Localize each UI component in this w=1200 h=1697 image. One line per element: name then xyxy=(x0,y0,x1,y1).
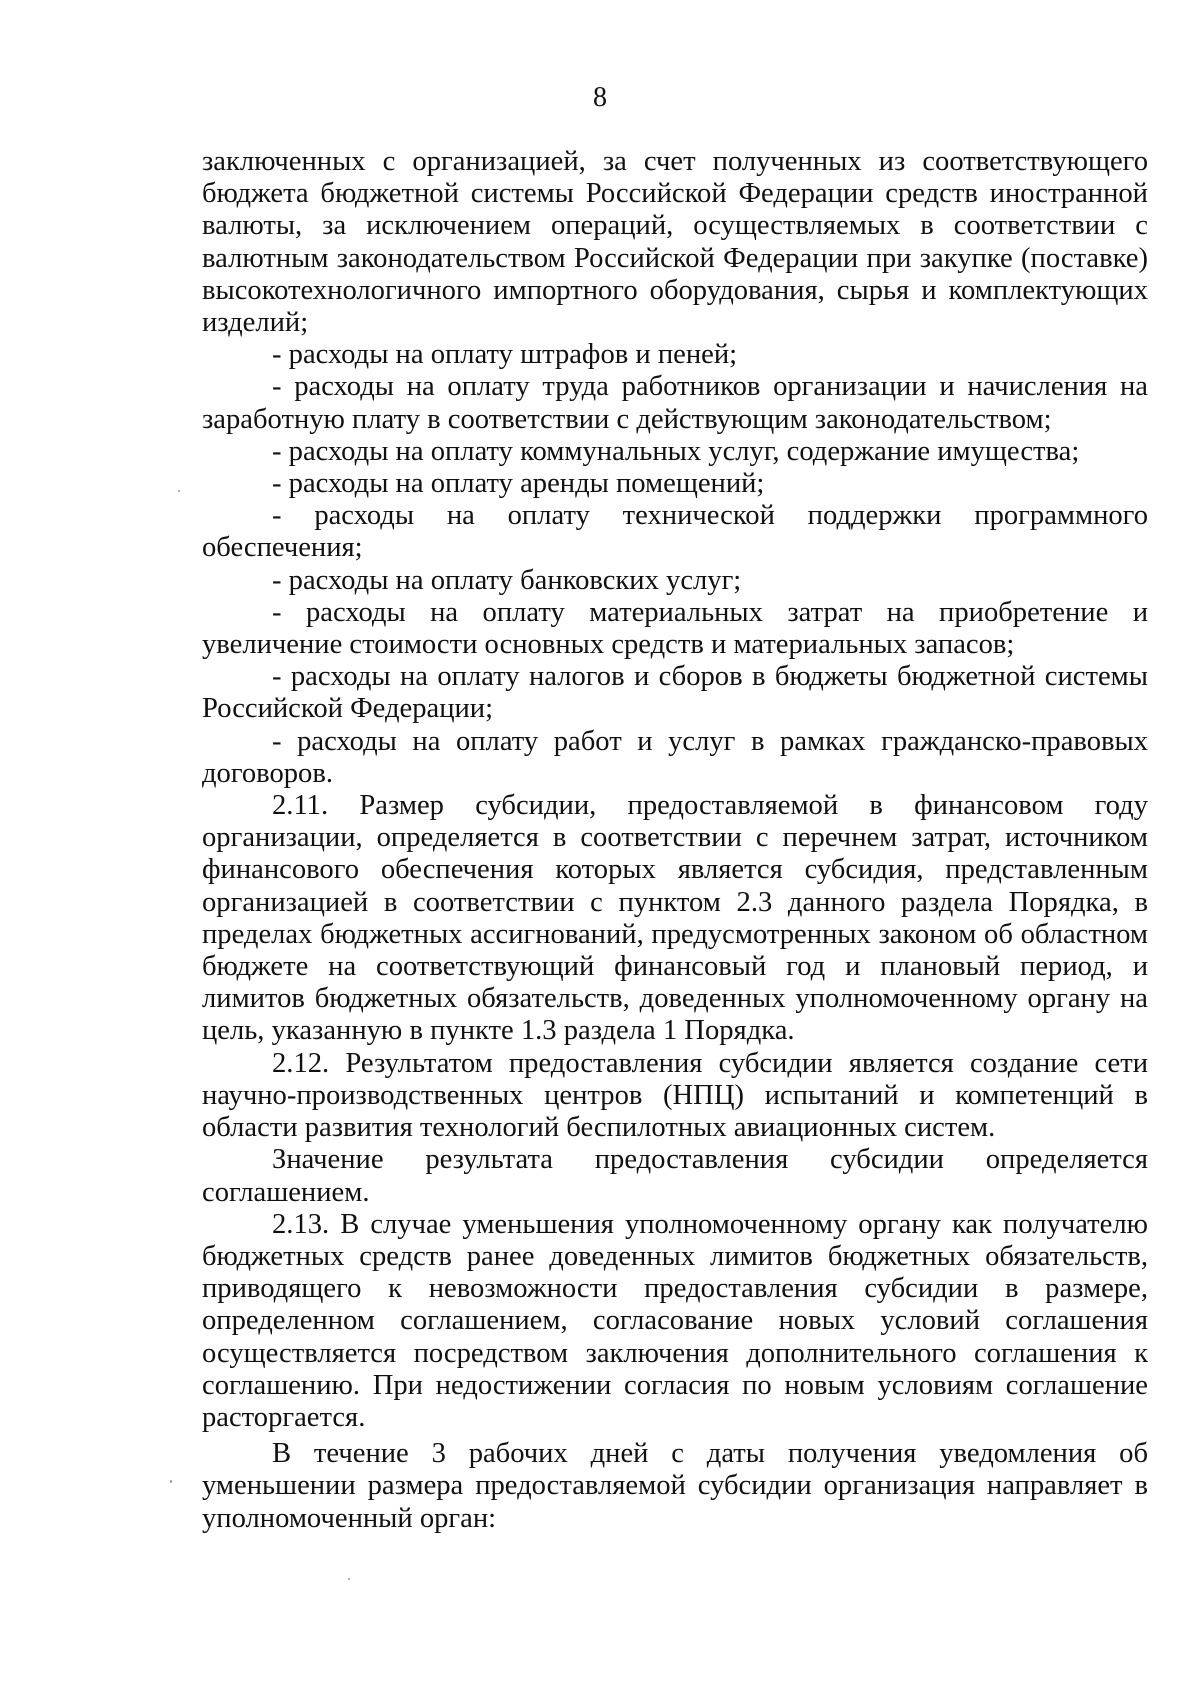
paragraph-2-11: 2.11. Размер субсидии, предоставляемой в финансовом году организации, определяется в соответствии с перечнем затрат, источником финансового обеспечения которых является субсидия, представленным организацией в соответствии с пунктом 2.3 данного раздела Порядка, в пределах бюджетных ассигнований, предусмотренных законом об областном бюджете на соответствующий финансовый год и плановый период, и лимитов бюджетных обязательств, доведенных уполномоченному органу на цель, указанную в пункте 1.3 раздела 1 Порядка. xyxy=(202,790,1148,1047)
list-item-software-support: - расходы на оплату технической поддержки программного обеспечения; xyxy=(202,500,1148,564)
paragraph-result-value: Значение результата предоставления субсидии определяется соглашением. xyxy=(202,1144,1148,1208)
paragraph-2-13: 2.13. В случае уменьшения уполномоченному органу как получателю бюджетных средств ранее доведенных лимитов бюджетных обязательств, приводящего к невозможности предоставления субсидии в размере, определенном соглашением, согласование новых условий соглашения осуществляется посредством заключения дополнительного соглашения к соглашению. При недостижении согласия по новым условиям соглашение расторгается. xyxy=(202,1208,1148,1433)
list-item-rent: - расходы на оплату аренды помещений; xyxy=(272,468,765,500)
scan-speck xyxy=(348,1578,350,1580)
paragraph-continuation: заключенных с организацией, за счет полученных из соответствующего бюджета бюджетной системы Российской Федерации средств иностранной валюты, за исключением операций, осуществляемых в соответствии с валютным законодательством Российской Федерации при закупке (поставке) высокотехнологичного импортного оборудования, сырья и комплектующих изделий; xyxy=(202,146,1148,339)
list-item-materials: - расходы на оплату материальных затрат на приобретение и увеличение стоимости основных средств и материальных запасов; xyxy=(202,596,1148,661)
list-item-contracts: - расходы на оплату работ и услуг в рамках гражданско-правовых договоров. xyxy=(202,725,1148,789)
paragraph-2-12: 2.12. Результатом предоставления субсидии является создание сети научно-производственных центров (НПЦ) испытаний и компетенций в области развития технологий беспилотных авиационных систем. xyxy=(202,1047,1148,1144)
list-item-fines: - расходы на оплату штрафов и пеней; xyxy=(272,339,738,371)
list-item-taxes: - расходы на оплату налогов и сборов в бюджеты бюджетной системы Российской Федерации; xyxy=(202,661,1148,725)
scan-speck xyxy=(170,1480,172,1483)
document-body xyxy=(202,146,1148,1535)
list-item-utilities: - расходы на оплату коммунальных услуг, содержание имущества; xyxy=(272,435,1080,467)
paragraph-notification: В течение 3 рабочих дней с даты получения уведомления об уменьшении размера предоставляемой субсидии организация направляет в уполномоченный орган: xyxy=(202,1438,1148,1534)
list-item-salaries: - расходы на оплату труда работников организации и начисления на заработную плату в соответствии с действующим законодательством; xyxy=(202,371,1148,435)
scan-speck xyxy=(178,490,180,492)
page-number: 8 xyxy=(593,82,607,113)
list-item-banking: - расходы на оплату банковских услуг; xyxy=(272,564,742,596)
